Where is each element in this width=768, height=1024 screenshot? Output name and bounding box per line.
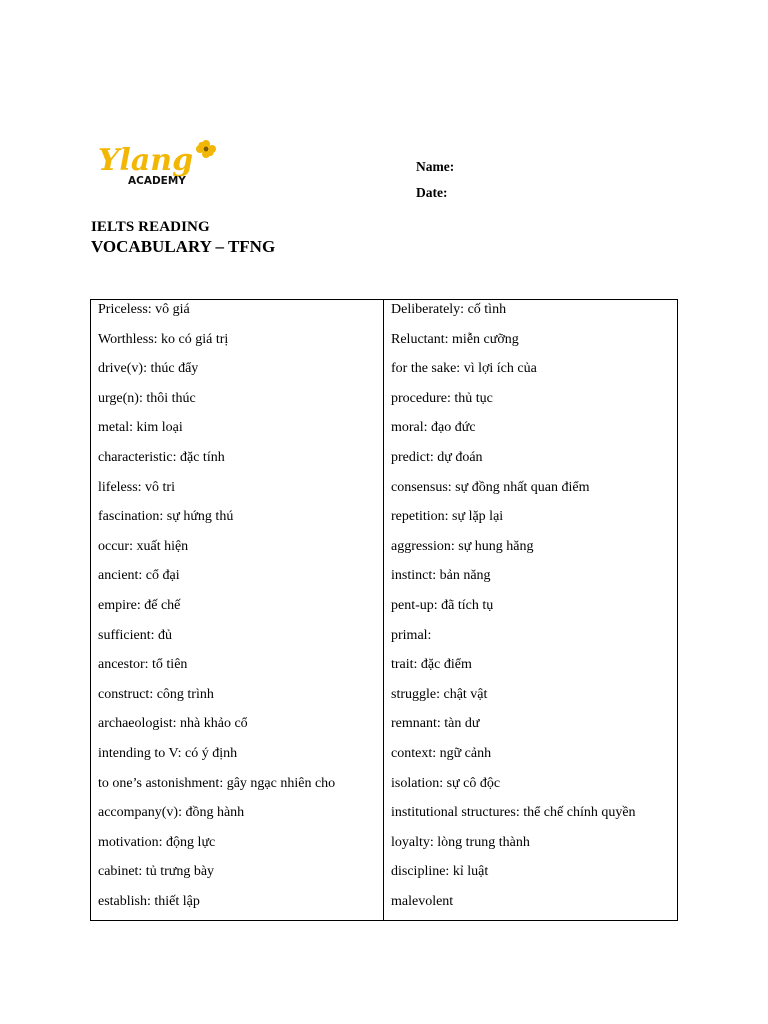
vocabulary-entry: struggle: chật vật — [391, 686, 488, 702]
vocabulary-entry: primal: — [391, 627, 432, 643]
vocabulary-entry: cabinet: tủ trưng bày — [98, 864, 215, 880]
page-title: VOCABULARY – TFNG — [91, 237, 276, 256]
vocabulary-entry: institutional structures: thể chế chính quyền — [391, 805, 636, 821]
vocabulary-entry: ancestor: tổ tiên — [98, 657, 188, 673]
vocabulary-entry: to one’s astonishment: gây ngạc nhiên cho — [98, 775, 336, 791]
vocabulary-entry: motivation: động lực — [98, 834, 216, 850]
vocabulary-entry: pent-up: đã tích tụ — [391, 597, 494, 613]
vocabulary-entry: remnant: tàn dư — [391, 716, 480, 732]
vocabulary-entry: aggression: sự hung hăng — [391, 538, 534, 554]
vocabulary-entry: instinct: bản năng — [391, 568, 491, 584]
vocabulary-column-left — [91, 300, 384, 920]
logo-sub-text: ACADEMY — [128, 175, 186, 187]
vocabulary-entry: isolation: sự cô độc — [391, 775, 501, 791]
vocabulary-entry: predict: dự đoán — [391, 449, 483, 465]
vocabulary-entry: Deliberately: cố tình — [391, 302, 507, 317]
vocabulary-entry: malevolent — [391, 893, 454, 909]
vocabulary-entry: empire: đế chế — [98, 597, 181, 613]
logo-graphic — [96, 134, 220, 190]
vocabulary-entry: fascination: sự hứng thú — [98, 509, 234, 525]
vocabulary-entry: urge(n): thôi thúc — [98, 390, 196, 406]
vocabulary-entry: construct: công trình — [98, 686, 214, 702]
vocabulary-entry: procedure: thủ tục — [391, 390, 493, 406]
vocabulary-entry: repetition: sự lặp lại — [391, 509, 504, 525]
vocabulary-entry: ancient: cổ đại — [98, 568, 180, 584]
vocabulary-entry: for the sake: vì lợi ích của — [391, 361, 537, 377]
ylang-academy-logo — [96, 134, 220, 190]
vocabulary-entry: moral: đạo đức — [391, 420, 476, 436]
vocabulary-entry: discipline: kỉ luật — [391, 864, 489, 880]
vocabulary-entry: loyalty: lòng trung thành — [391, 834, 530, 850]
vocabulary-entry: consensus: sự đồng nhất quan điểm — [391, 479, 590, 495]
vocabulary-entry: metal: kim loại — [98, 420, 183, 436]
vocabulary-entry: Priceless: vô giá — [98, 302, 190, 317]
vocabulary-entry: establish: thiết lập — [98, 893, 200, 909]
vocabulary-table — [90, 299, 678, 921]
vocabulary-entry: lifeless: vô tri — [98, 479, 175, 495]
vocabulary-entry: Worthless: ko có giá trị — [98, 331, 229, 347]
logo-brand-text: Ylang — [98, 143, 194, 178]
vocabulary-entry: archaeologist: nhà khảo cổ — [98, 716, 248, 732]
flower-icon — [196, 140, 216, 158]
section-kicker: IELTS READING — [91, 219, 210, 235]
vocabulary-entry: Reluctant: miễn cưỡng — [391, 331, 519, 347]
vocabulary-entry: sufficient: đủ — [98, 627, 173, 643]
date-label: Date: — [416, 185, 448, 200]
vocabulary-entry: accompany(v): đồng hành — [98, 805, 245, 821]
vocabulary-column-right — [384, 300, 677, 920]
vocabulary-entry: drive(v): thúc đẩy — [98, 361, 199, 377]
name-label: Name: — [416, 159, 455, 174]
vocabulary-entry: occur: xuất hiện — [98, 538, 189, 554]
vocabulary-entry: context: ngữ cảnh — [391, 745, 492, 761]
vocabulary-entry: intending to V: có ý định — [98, 745, 238, 761]
vocabulary-entry: characteristic: đặc tính — [98, 449, 225, 465]
vocabulary-entry: trait: đặc điểm — [391, 657, 472, 673]
